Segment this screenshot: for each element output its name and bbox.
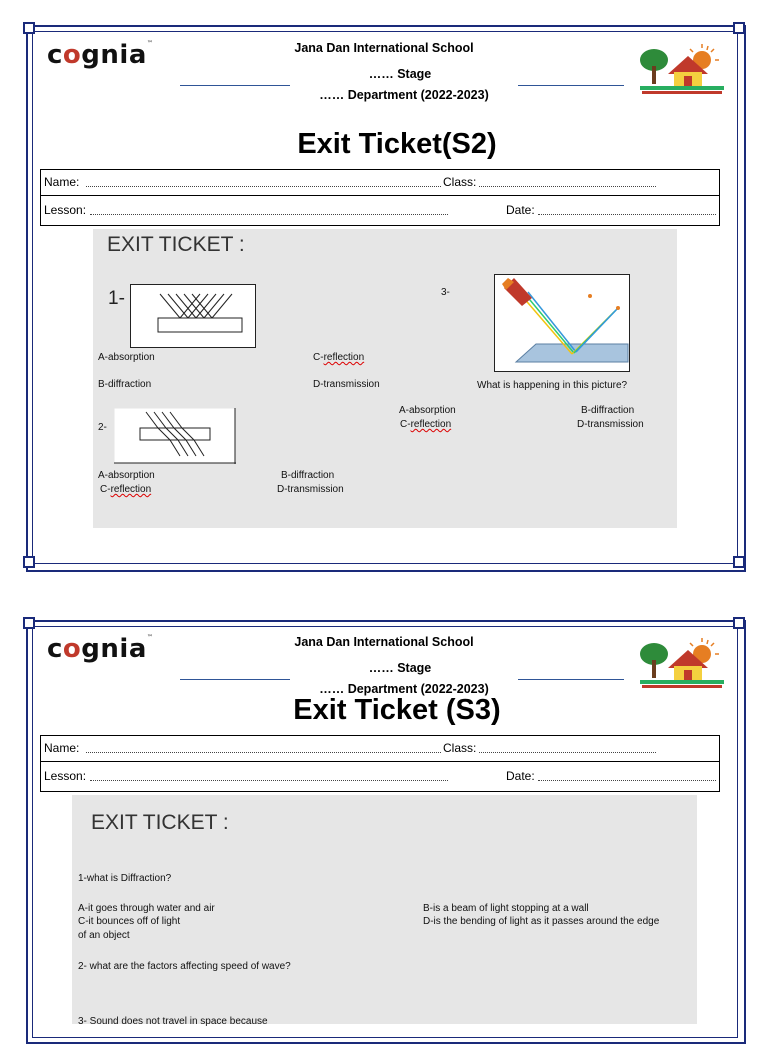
- divider: [41, 195, 719, 196]
- panel-title: EXIT TICKET :: [107, 233, 245, 256]
- name-label: Name:: [44, 175, 80, 189]
- corner-ornament: [733, 22, 745, 34]
- corner-ornament: [23, 22, 35, 34]
- student-info-box: [40, 735, 720, 792]
- date-label: Date:: [506, 769, 535, 783]
- cognia-logo: cognia™: [47, 40, 154, 70]
- header-rule: [180, 85, 290, 86]
- question-2: 2- what are the factors affecting speed of wave?: [78, 961, 291, 972]
- lesson-label: Lesson:: [44, 769, 87, 783]
- refraction-diagram-icon: [114, 408, 236, 464]
- header-rule: [180, 679, 290, 680]
- school-name: Jana Dan International School: [294, 635, 474, 649]
- q1-number: 1-: [108, 288, 125, 309]
- question-1: 1-what is Diffraction?: [78, 873, 172, 884]
- q2-number: 2-: [98, 422, 107, 433]
- ticket-title: Exit Ticket (S3): [293, 694, 501, 726]
- q2-option-d: D-transmission: [277, 484, 344, 495]
- stage-label: …… Stage: [368, 661, 432, 675]
- header-rule: [518, 85, 624, 86]
- divider: [41, 761, 719, 762]
- q3-option-c: C-reflection: [400, 419, 452, 430]
- lesson-field[interactable]: [90, 780, 448, 781]
- name-field[interactable]: [86, 752, 441, 753]
- school-name: Jana Dan International School: [294, 41, 474, 55]
- q3-caption: What is happening in this picture?: [477, 380, 628, 391]
- school-logo-icon: [636, 634, 728, 692]
- ticket-title: Exit Ticket(S2): [297, 128, 497, 160]
- lesson-field[interactable]: [90, 214, 448, 215]
- q1-option-d: D-transmission: [313, 379, 380, 390]
- class-field[interactable]: [479, 186, 656, 187]
- q2-option-c: C-reflection: [100, 484, 152, 495]
- q2-option-a: A-absorption: [98, 470, 155, 481]
- corner-ornament: [23, 617, 35, 629]
- lesson-label: Lesson:: [44, 203, 87, 217]
- date-field[interactable]: [538, 780, 716, 781]
- q2-option-b: B-diffraction: [281, 470, 335, 481]
- name-label: Name:: [44, 741, 80, 755]
- q1-option-d: D-is the bending of light as it passes around the edge: [423, 916, 660, 927]
- q1-option-b: B-diffraction: [98, 379, 152, 390]
- name-field[interactable]: [86, 186, 441, 187]
- class-field[interactable]: [479, 752, 656, 753]
- corner-ornament: [733, 617, 745, 629]
- q1-option-a: A-absorption: [98, 352, 155, 363]
- q3-option-d: D-transmission: [577, 419, 644, 430]
- school-logo-icon: [636, 40, 728, 98]
- department-label: …… Department (2022-2023): [319, 682, 489, 696]
- q3-option-b: B-diffraction: [581, 405, 635, 416]
- student-info-box: [40, 169, 720, 226]
- corner-ornament: [733, 556, 745, 568]
- class-label: Class:: [443, 741, 477, 755]
- q1-option-c-cont: of an object: [78, 930, 130, 941]
- department-label: …… Department (2022-2023): [319, 88, 489, 102]
- question-3: 3- Sound does not travel in space because: [78, 1016, 268, 1027]
- panel-title: EXIT TICKET :: [91, 811, 229, 834]
- date-field[interactable]: [538, 214, 716, 215]
- flashlight-reflection-icon: [494, 274, 630, 372]
- q1-option-c: C-reflection: [313, 352, 365, 363]
- q3-number: 3-: [441, 287, 450, 298]
- cognia-logo: cognia™: [47, 634, 154, 664]
- q3-option-a: A-absorption: [399, 405, 456, 416]
- header-rule: [518, 679, 624, 680]
- reflection-diagram-icon: [130, 284, 256, 348]
- q1-option-a: A-it goes through water and air: [78, 903, 215, 914]
- q1-option-c: C-it bounces off of light: [78, 916, 181, 927]
- q1-option-b: B-is a beam of light stopping at a wall: [423, 903, 589, 914]
- date-label: Date:: [506, 203, 535, 217]
- class-label: Class:: [443, 175, 477, 189]
- stage-label: …… Stage: [368, 67, 432, 81]
- corner-ornament: [23, 556, 35, 568]
